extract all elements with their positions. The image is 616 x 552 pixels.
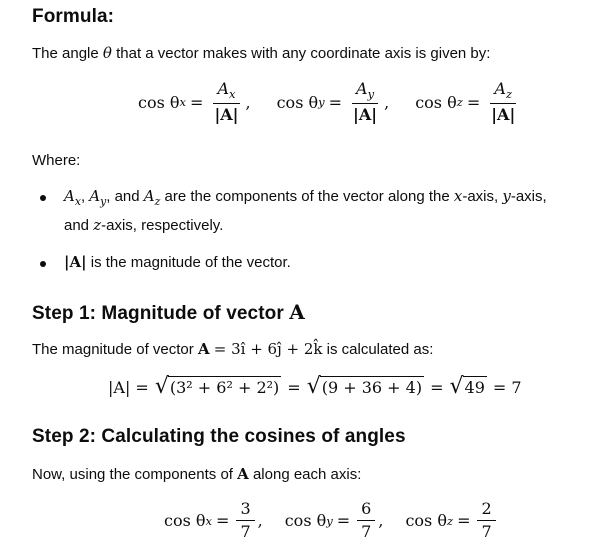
step1-heading-text: Step 1: Magnitude of vector [32, 303, 284, 324]
radicand-3: 49 [464, 378, 485, 397]
direction-cosine-formulas [138, 80, 522, 125]
step1-heading-symbol: A [289, 300, 305, 324]
cos-label: cos θ [276, 92, 319, 112]
formula-heading: Formula: [32, 6, 115, 27]
numerator: 2 [477, 500, 495, 521]
fraction [357, 500, 375, 542]
numerator: 3 [236, 500, 254, 521]
fraction [477, 500, 495, 542]
and-word: and [114, 188, 140, 205]
separator: , [257, 511, 263, 531]
axis-subscript: z [456, 95, 463, 110]
y-axis-suffix: -axis, [510, 188, 547, 205]
step2-text-after: along each axis: [252, 466, 362, 483]
step2-text [32, 465, 361, 483]
vector-symbol: A [237, 465, 249, 483]
numerator: A [494, 79, 506, 98]
separator: , [245, 92, 251, 112]
axis-subscript: x [205, 513, 213, 528]
numerator: A [217, 79, 229, 98]
intro-before: The angle [32, 45, 99, 62]
theta-symbol: θ [102, 44, 112, 62]
where-label: Where: [32, 152, 81, 169]
and-word-2: and [64, 217, 90, 234]
cosine-value-z: cos θ z = $\frac{2}{7}$ [405, 500, 498, 542]
intro-after: that a vector makes with any coordinate axis is given by: [116, 45, 491, 62]
step2-text-before: Now, using the components of [32, 466, 233, 483]
cos-label: cos θ [164, 511, 206, 531]
equals-sign: = [328, 92, 343, 112]
square-root-2: √ (9 + 36 + 4) [306, 374, 423, 399]
formula-intro [32, 44, 490, 62]
magnitude-equation: |A| = √ (3² + 6² + 2²) = √ (9 + 36 + 4) = √ 49 = 7 [108, 374, 522, 399]
cos-label: cos θ [138, 92, 180, 112]
cosine-formula-x [138, 80, 251, 125]
square-root-1: √ (3² + 6² + 2²) [154, 374, 280, 399]
numerator: 6 [357, 500, 375, 521]
bullet-dot [40, 261, 46, 267]
cosine-value-x: cos θ x = $\frac{3}{7}$ , [164, 499, 263, 542]
denominator: |A| [353, 105, 378, 125]
components-text: are the components of the vector along the [164, 188, 450, 205]
axis-subscript: x [179, 95, 187, 110]
cosine-values [164, 500, 499, 542]
cosine-value-y: cos θ y = $\frac{6}{7}$ , [284, 499, 384, 542]
radicand-2: (9 + 36 + 4) [321, 378, 423, 397]
vector-expression: = 3î + 6ĵ + 2k̂ [213, 340, 323, 358]
cos-label: cos θ [415, 92, 457, 112]
z-axis-suffix: -axis, respectively. [101, 217, 224, 234]
square-root-3: √ 49 [449, 374, 485, 399]
cos-label: cos θ [284, 511, 327, 531]
magnitude-lhs: |A| = [108, 377, 149, 397]
numerator-subscript: z [505, 87, 513, 102]
cosine-formula-y [277, 80, 390, 125]
axis-subscript: z [446, 513, 454, 528]
denominator: 7 [240, 522, 251, 542]
magnitude-result: = 7 [492, 377, 522, 397]
fraction [236, 500, 254, 542]
magnitude-text: is the magnitude of the vector. [90, 254, 291, 271]
step1-text [32, 340, 433, 358]
axis-subscript: y [326, 513, 333, 528]
x-axis-suffix: -axis, [462, 188, 499, 205]
radicand-1: (3² + 6² + 2²) [169, 378, 280, 397]
equals-sign: = [466, 92, 481, 112]
fraction [487, 80, 519, 125]
separator: , [378, 511, 384, 531]
step1-text-after: is calculated as: [326, 341, 434, 358]
fraction [210, 80, 242, 125]
equals-sign: = [190, 92, 204, 112]
cosine-formula-z [415, 80, 522, 125]
axis-subscript: y [318, 95, 325, 110]
bullet-dot [40, 195, 46, 201]
denominator: |A| [491, 105, 516, 125]
separator: , [384, 92, 390, 112]
denominator: |A| [214, 105, 239, 125]
cos-label: cos θ [405, 511, 447, 531]
denominator: 7 [481, 522, 492, 542]
numerator-subscript: x [229, 87, 236, 102]
vector-symbol: A [197, 340, 210, 358]
step1-heading [32, 300, 305, 325]
bullet-components-cont: and z-axis, respectively. [64, 216, 224, 234]
bullet-components: $A_x$, $A_y$, and $A_z$ are the components of the vector along the x-axis, y-axis, [64, 187, 547, 208]
denominator: 7 [361, 522, 372, 542]
fraction [349, 80, 381, 125]
numerator-subscript: y [367, 87, 375, 102]
step1-text-before: The magnitude of vector [32, 341, 194, 358]
step2-heading: Step 2: Calculating the cosines of angles [32, 426, 406, 447]
numerator: A [356, 79, 368, 98]
bullet-magnitude: |A| is the magnitude of the vector. [64, 253, 291, 271]
